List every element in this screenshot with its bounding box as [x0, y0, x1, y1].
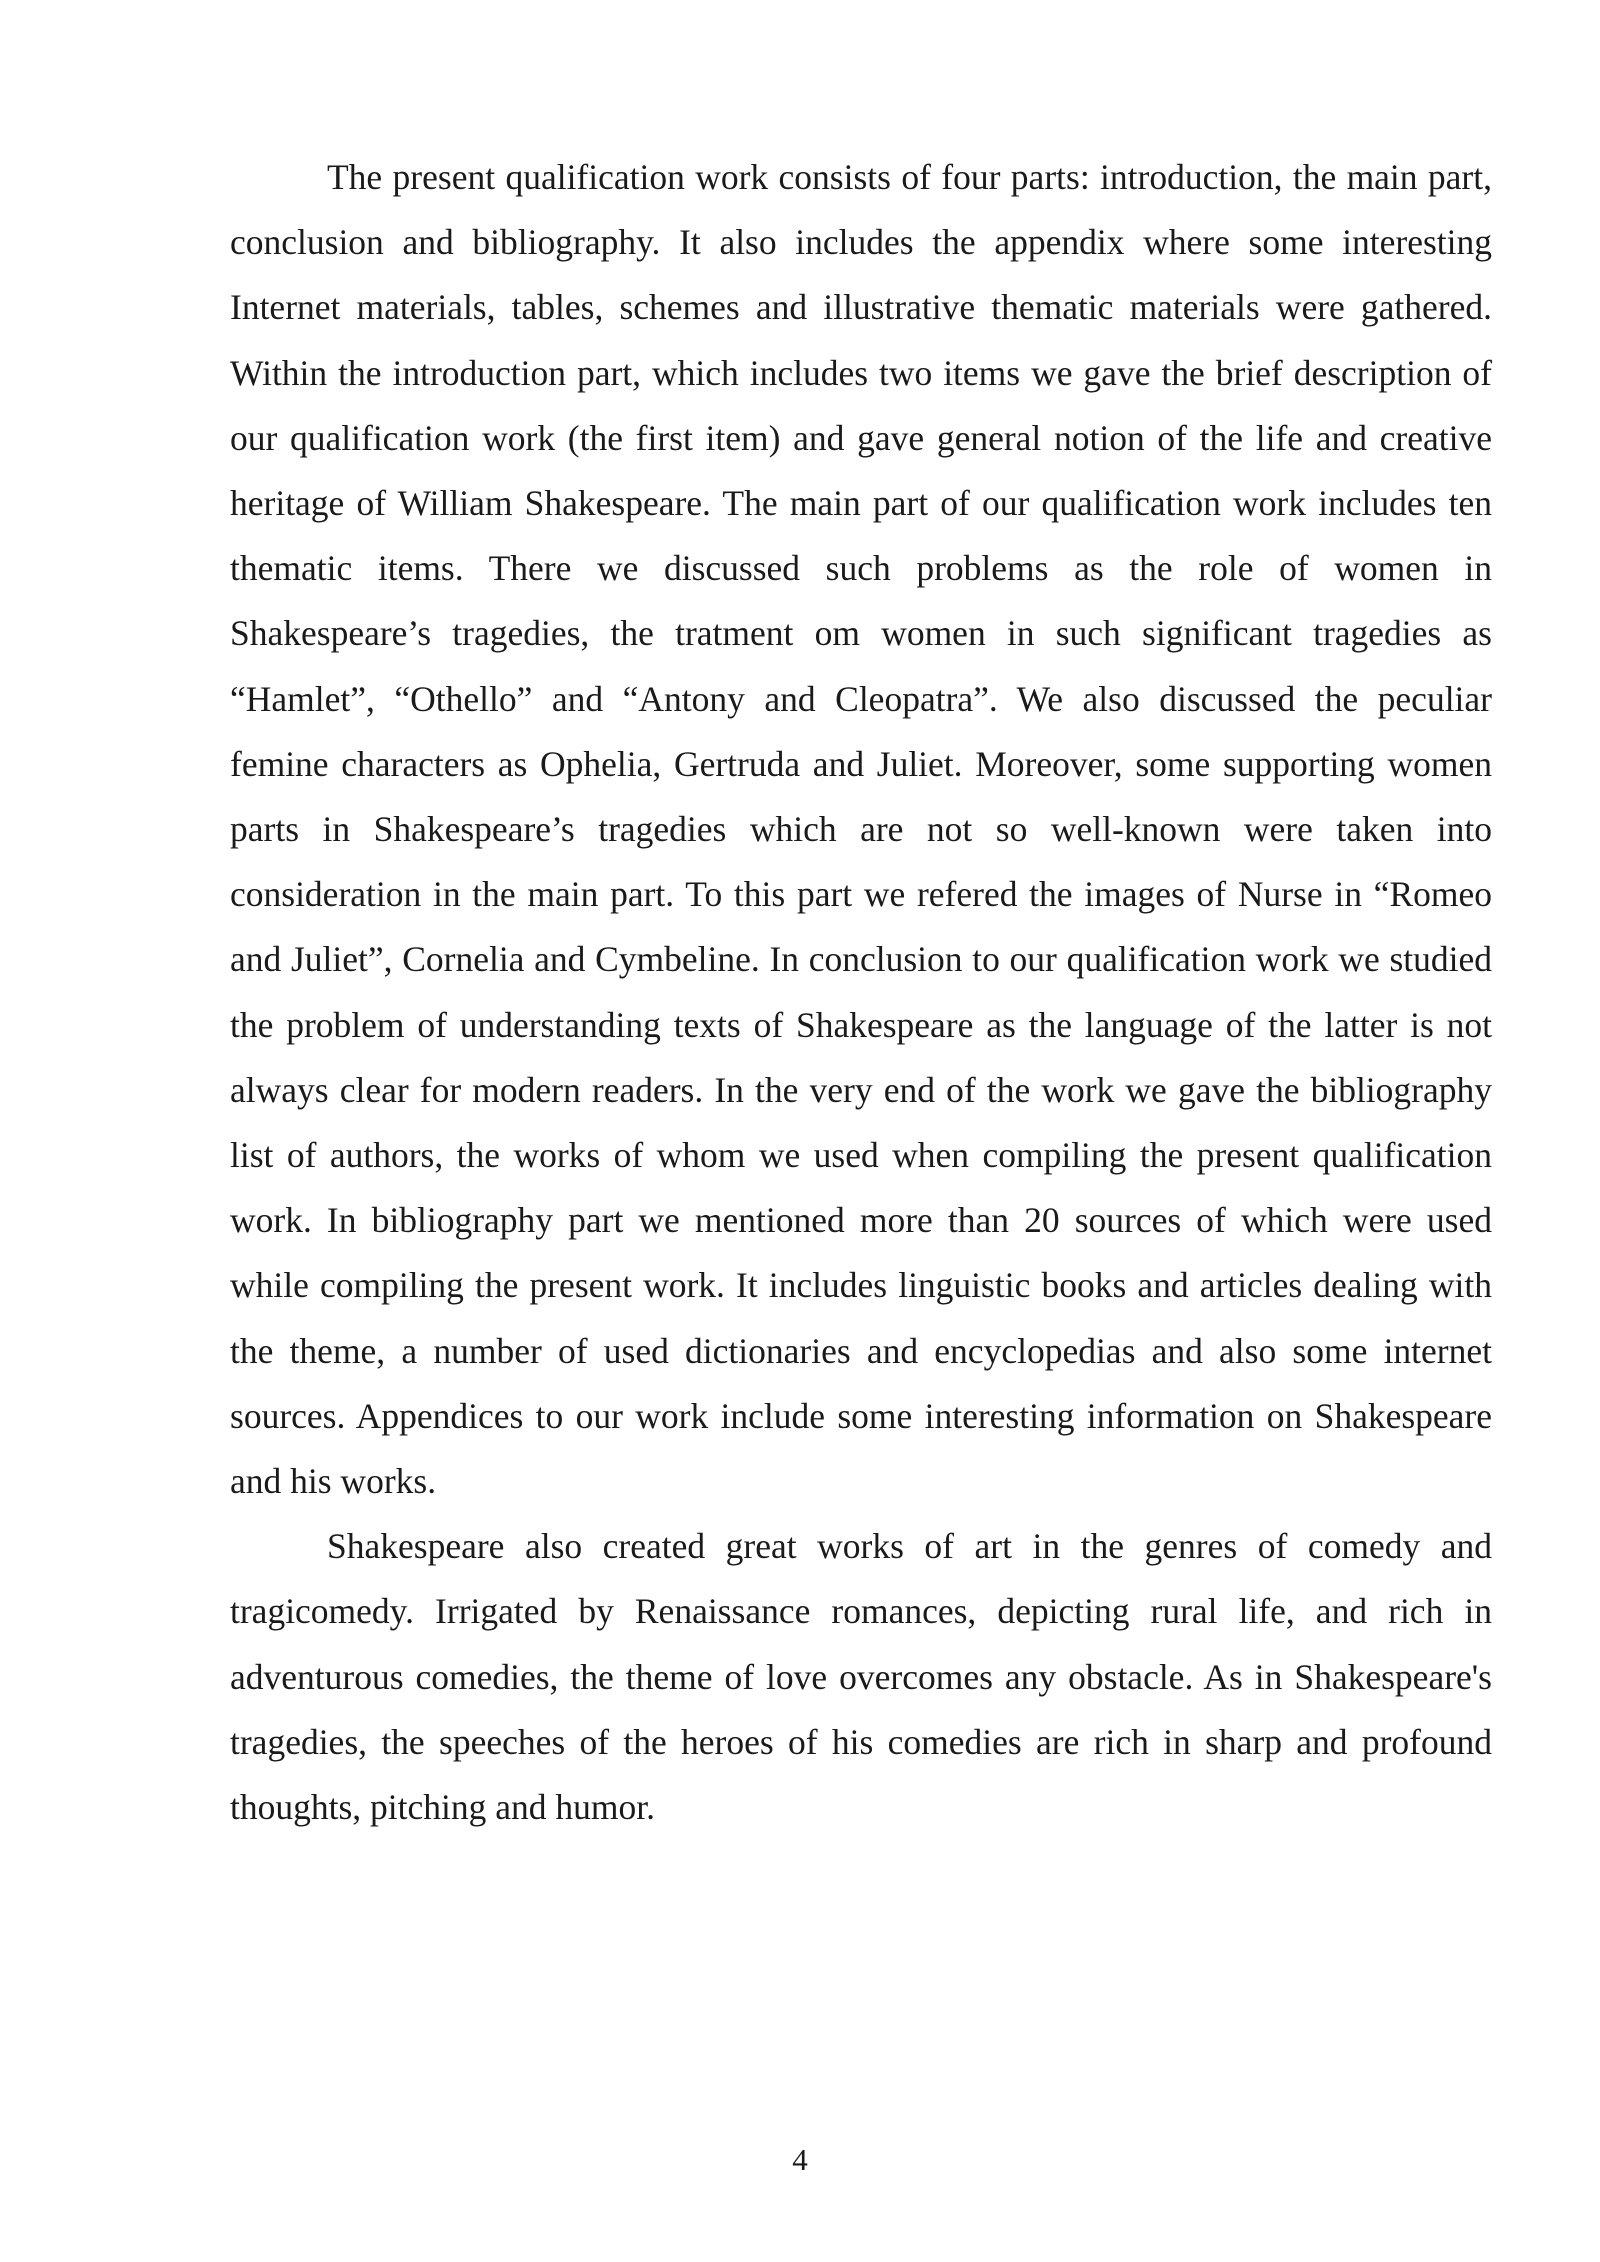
paragraph-comedy-genres: Shakespeare also created great works of art in the genres of comedy and tragicomedy. Irrigated by Renaissance romances, depicting rural life, and rich in adventurous comedies, the theme of love overcomes any obstacle. As in Shakespeare's tragedies, the speeches of the heroes of his comedies are rich in sharp and profound thoughts, pitching and humor. [230, 1526, 1492, 1828]
body-text [230, 145, 1492, 1840]
paragraph-structure-summary: The present qualification work consists of four parts: introduction, the main part, conclusion and bibliography. It also includes the appendix where some interesting Internet materials, tables, schemes and illustrative thematic materials were gathered. Within the introduction part, which includes two items we gave the brief description of our qualification work (the first item) and gave general notion of the life and creative heritage of William Shakespeare. The main part of our qualification work includes ten thematic items. There we discussed such problems as the role of women in Shakespeare’s tragedies, the tratment om women in such significant tragedies as “Hamlet”, “Othello” and “Antony and Cleopatra”. We also discussed the peculiar femine characters as Ophelia, Gertruda and Juliet. Moreover, some supporting women parts in Shakespeare’s tragedies which are not so well-known were taken into consideration in the main part. To this part we refered the images of Nurse in “Romeo and Juliet”, Cornelia and Cymbeline. In conclusion to our qualification work we studied the problem of understanding texts of Shakespeare as the language of the latter is not always clear for modern readers. In the very end of the work we gave the bibliography list of authors, the works of whom we used when compiling the present qualification work. In bibliography part we mentioned more than 20 sources of which were used while compiling the present work. It includes linguistic books and articles dealing with the theme, a number of used dictionaries and encyclopedias and also some internet sources. Appendices to our work include some interesting information on Shakespeare and his works. [230, 157, 1492, 1502]
page-number: 4 [792, 2142, 808, 2177]
